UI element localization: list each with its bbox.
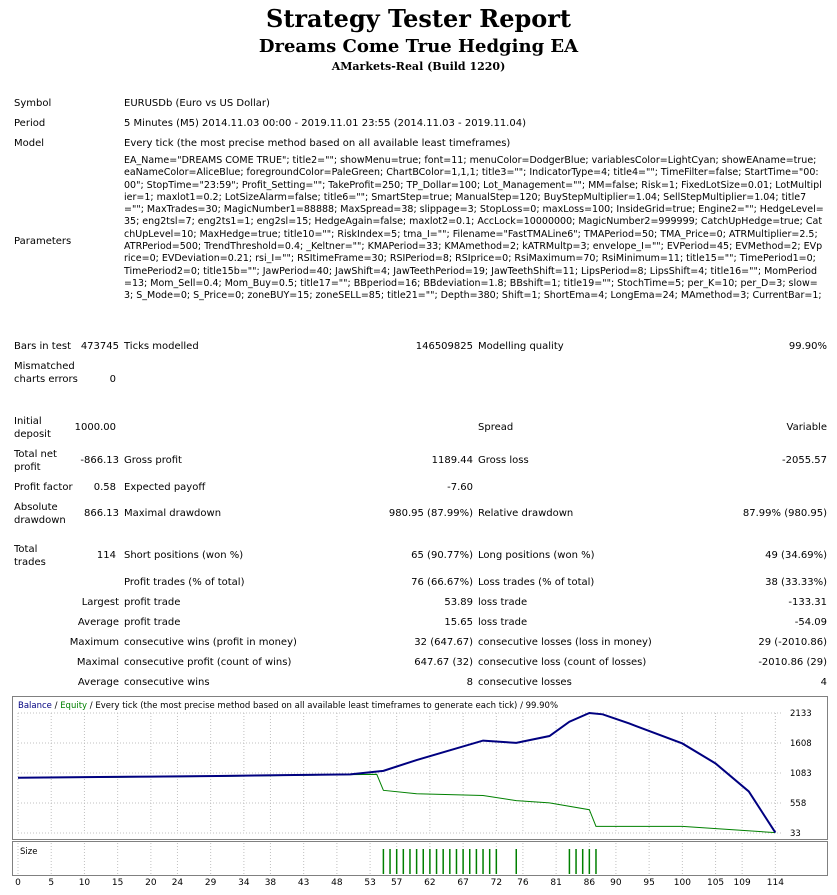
report-title: Strategy Tester Report [265,4,572,33]
grossloss-label: Gross loss [478,455,529,466]
x-tick-label: 76 [517,878,529,888]
pf-label: Profit factor [14,482,73,493]
maximum-label: Maximum [69,637,119,648]
x-tick-label: 24 [171,878,184,888]
x-tick-label: 5 [48,878,55,888]
legend-sep: / [51,701,61,711]
bars-label: Bars in test [14,341,71,352]
largest-loss-value: -133.31 [788,597,827,608]
average-cons-label: Average [77,677,119,688]
x-tick-label: 81 [550,878,562,888]
profit-trades-value: 76 (66.67%) [411,577,473,588]
ticks-value: 146509825 [415,341,473,352]
average-label: Average [77,617,119,628]
y-tick-label: 33 [790,829,801,839]
y-tick-label: 1083 [790,769,812,779]
legend-rest: / Every tick (the most precise method based on all available least timeframes to generate each tick) / 99.90% [87,701,559,711]
average-loss-value: -54.09 [794,617,827,628]
netprofit-label: Total net profit [14,449,57,473]
avg-cons-losses-label: consecutive losses [478,677,572,688]
maxdd-label: Maximal drawdown [124,508,222,519]
grossprofit-label: Gross profit [124,455,182,466]
largest-profit-value: 53.89 [444,597,473,608]
ea-name: Dreams Come True Hedging EA [258,36,579,57]
spread-value: Variable [786,422,827,433]
x-tick-label: 95 [643,878,655,888]
mismatch-label: Mismatched charts errors [14,361,78,385]
max-cons-loss-value: -2010.86 (29) [758,657,827,668]
maxdd-value: 980.95 (87.99%) [388,508,473,519]
max-cons-profit-value: 647.67 (32) [414,657,473,668]
x-tick-label: 20 [145,878,157,888]
loss-trades-label: Loss trades (% of total) [478,577,595,588]
max-cons-profit-label: consecutive profit (count of wins) [124,657,292,668]
size-label: Size [20,847,38,857]
grossloss-value: -2055.57 [782,455,827,466]
x-tick-label: 38 [264,878,277,888]
absdd-value: 866.13 [84,508,119,519]
profit-trades-label: Profit trades (% of total) [124,577,245,588]
largest-profit-label: profit trade [124,597,181,608]
expected-value: -7.60 [447,482,473,493]
symbol-value: EURUSDb (Euro vs US Dollar) [124,98,270,109]
legend-equity: Equity [60,701,88,711]
max-cons-losses-value: 29 (-2010.86) [758,637,827,648]
avg-cons-wins-value: 8 [466,677,473,688]
x-tick-label: 29 [204,878,217,888]
trades-label: Total trades [14,544,46,568]
short-label: Short positions (won %) [124,550,244,561]
reldd-value: 87.99% (980.95) [742,508,827,519]
x-tick-label: 100 [673,878,691,888]
average-profit-label: profit trade [124,617,181,628]
deposit-value: 1000.00 [74,422,116,433]
average-profit-value: 15.65 [444,617,473,628]
y-tick-label: 558 [790,799,807,809]
loss-trades-value: 38 (33.33%) [765,577,827,588]
x-tick-label: 105 [706,878,725,888]
balance-equity-chart [12,696,828,840]
short-value: 65 (90.77%) [411,550,473,561]
maximal-label: Maximal [76,657,119,668]
x-tick-label: 34 [238,878,250,888]
x-tick-label: 114 [766,878,784,888]
mismatch-value: 0 [109,374,116,385]
max-cons-wins-value: 32 (647.67) [414,637,473,648]
x-tick-label: 62 [424,878,436,888]
grossprofit-value: 1189.44 [431,455,473,466]
x-tick-label: 72 [490,878,503,888]
chart-frame [13,697,828,840]
max-cons-loss-label: consecutive loss (count of losses) [478,657,647,668]
avg-cons-losses-value: 4 [820,677,827,688]
long-label: Long positions (won %) [478,550,595,561]
spread-label: Spread [478,422,514,433]
average-loss-label: loss trade [478,617,528,628]
x-tick-label: 10 [78,878,91,888]
parameters-value: EA_Name="DREAMS COME TRUE"; title2=""; showMenu=true; font=11; menuColor=DodgerBlue; variablesColor=LightCyan; showEAname=true; eaNameColor=AliceBlue; foregroundColor=PaleGreen; ChartBColor=1,1,1; title3=""; IndicatorType=4; title4=""; TimeFilter=false; StartTime="00:00"; StopTime="23:59"; Profit_Setting=""; TakeProfit=250; TP_Dollar=100; Lot_Management=""; MM=false; Risk=1; FixedLotSize=0.01; LotMultiplier=1; maxlot1=0.2; LotSizeAlarm=false; title6=""; SmartStep=true; ManualStep=120; BuyStepMultiplier=1.04; SellStepMultiplier=1.04; title7=""; MaxTrades=30; MagicNumber1=88888; MaxSpread=38; slippage=3; StopLoss=0; maxLoss=100; InsideGrid=true; Engine2=""; HedgeLevel=35; eng2tsl=7; eng2ts1=1; eng2sl=15; HedgeAgain=false; maxlot2=0.1; AccLock=10000000; MagicNumber2=999999; CatchUpHedge=true; CatchUpLevel=10; MaxHedge=true; title10=""; RiskIndex=5; tma_I=""; Filename="FastTMALine6"; TMAPeriod=50; TMA_Price=0; ATRMultiplier=2.5; ATRPeriod=500; TrendThreshold=0.4; _Keltner=""; KMAPeriod=33; KMAmethod=2; kATRMultp=3; envelope_I=""; EVPeriod=45; EVMethod=2; EVprice=0; EVDeviation=0.21; rsi_I=""; RSItimeFrame=30; RSIPeriod=8; RSIprice=0; RsiMaximum=70; RsiMinimum=11; title15=""; TimePeriod1=0; TimePeriod2=0; title15b=""; JawPeriod=40; JawShift=4; JawTeethPeriod=19; JawTeethShift=11; LipsPeriod=8; LipsShift=4; title16=""; MomPeriod=13; Mom_Sell=0.4; Mom_Buy=0.5; title17=""; BBperiod=16; BBdeviation=1.8; BBshift=1; title19=""; StochTime=5; per_K=10; per_D=3; slow=3; S_Mode=0; S_Price=0; zoneBUY=15; zoneSELL=85; title21=""; Depth=380; Shift=1; ShortEma=4; LongEma=24; MAmethod=3; CurrentBar=1; [124,155,824,302]
x-tick-label: 90 [610,878,622,888]
largest-label: Largest [81,597,119,608]
x-tick-label: 109 [733,878,751,888]
trades-value: 114 [96,550,116,561]
symbol-label: Symbol [14,98,52,109]
model-value: Every tick (the most precise method based on all available least timeframes) [124,138,511,149]
reldd-label: Relative drawdown [478,508,574,519]
x-tick-label: 15 [111,878,124,888]
long-value: 49 (34.69%) [765,550,827,561]
legend-balance: Balance [18,701,52,711]
x-tick-label: 43 [297,878,310,888]
deposit-label: Initial deposit [14,416,51,440]
period-label: Period [14,118,46,129]
server-build: AMarkets-Real (Build 1220) [331,60,506,73]
chart-legend [18,701,558,711]
x-tick-label: 67 [457,878,469,888]
bars-value: 473745 [80,341,119,352]
y-tick-label: 1608 [790,739,812,749]
size-chart [12,841,828,876]
expected-label: Expected payoff [124,482,206,493]
netprofit-value: -866.13 [80,455,119,466]
pf-value: 0.58 [93,482,116,493]
model-label: Model [14,138,45,149]
x-tick-label: 53 [364,878,376,888]
x-tick-label: 57 [390,878,403,888]
x-tick-label: 86 [583,878,596,888]
quality-label: Modelling quality [478,341,564,352]
ticks-label: Ticks modelled [124,341,199,352]
y-tick-label: 2133 [790,709,812,719]
x-tick-label: 48 [331,878,343,888]
size-frame [13,842,828,876]
parameters-label: Parameters [14,236,72,247]
period-value: 5 Minutes (M5) 2014.11.03 00:00 - 2019.11.01 23:55 (2014.11.03 - 2019.11.04) [124,118,526,129]
absdd-label: Absolute drawdown [14,502,66,526]
quality-value: 99.90% [788,341,827,352]
max-cons-wins-label: consecutive wins (profit in money) [124,637,297,648]
largest-loss-label: loss trade [478,597,528,608]
avg-cons-wins-label: consecutive wins [124,677,210,688]
max-cons-losses-label: consecutive losses (loss in money) [478,637,652,648]
x-tick-label: 0 [15,878,21,888]
